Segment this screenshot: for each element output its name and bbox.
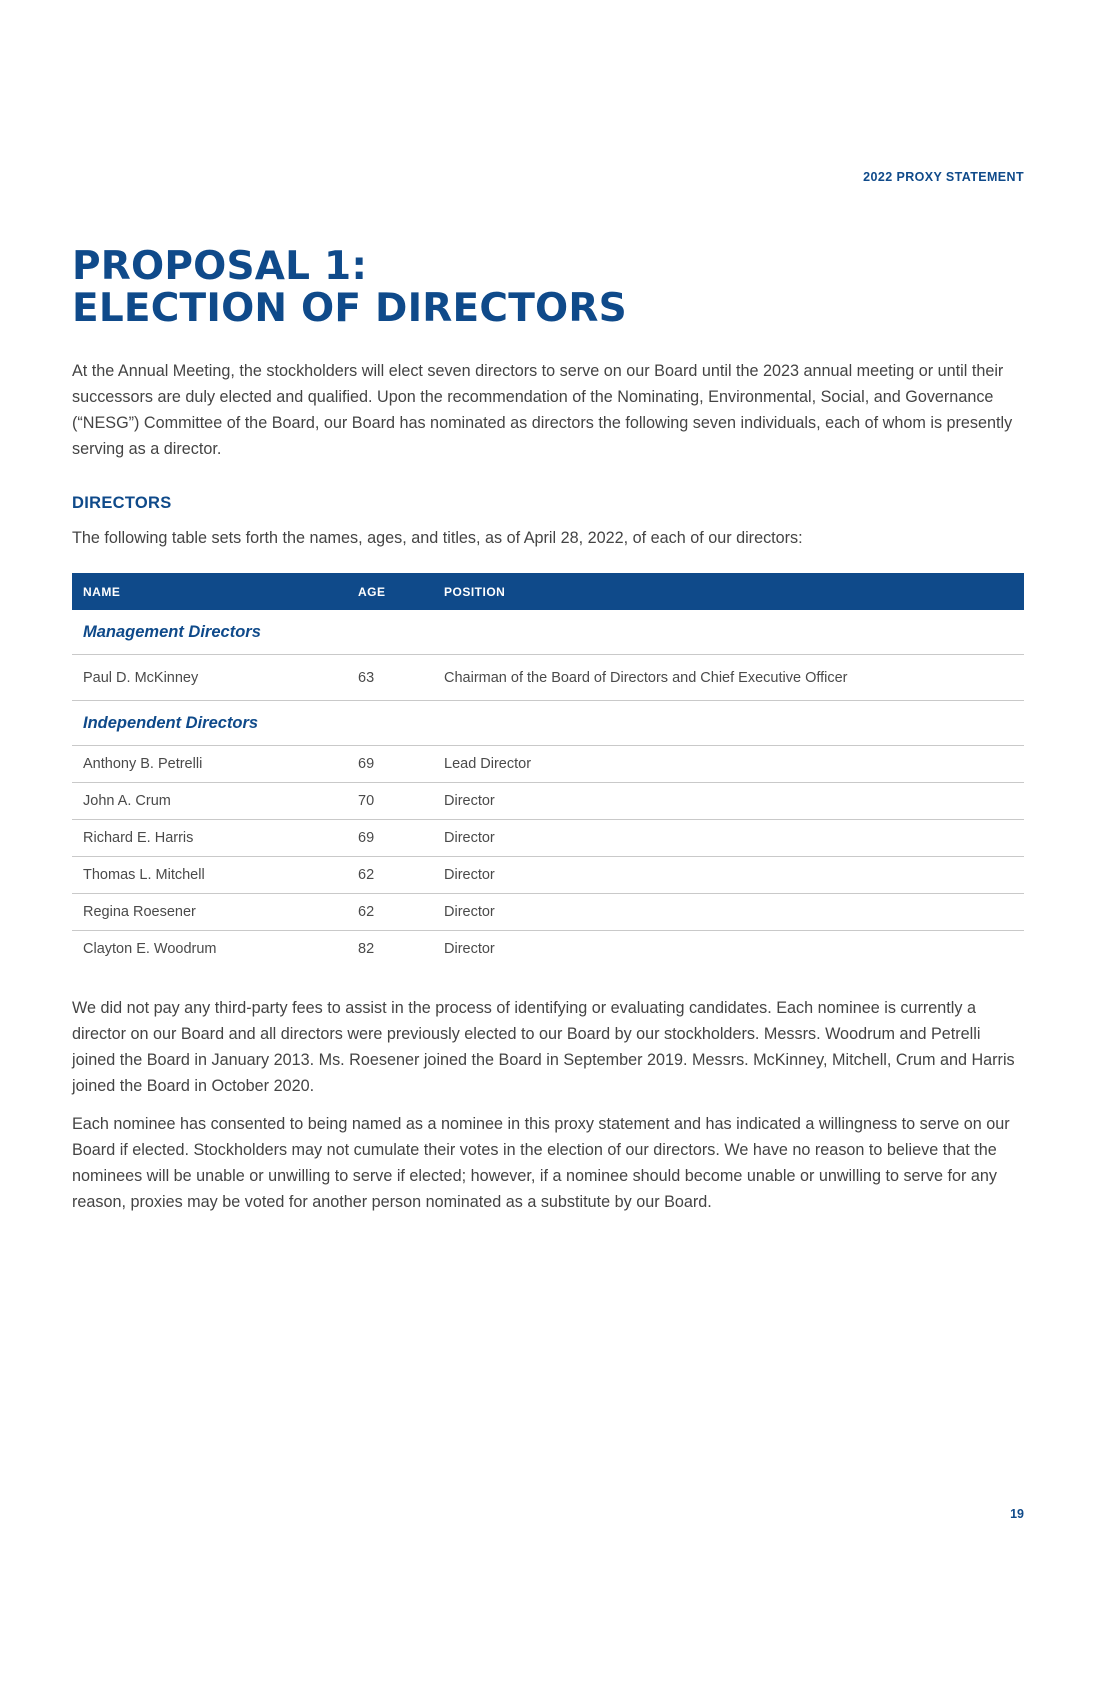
nominee-consent-paragraph: Each nominee has consented to being named as a nominee in this proxy statement and has indicated a willingness to serve on our Board if elected. Stockholders may not cumulate their votes in the election of our directors. We have no reason to believe that the nominees will be unable or unwilling to serve if elected; however, if a nominee should become unable or unwilling to serve for any reason, proxies may be voted for another person nominated as a substitute by our Board.	[72, 1115, 1010, 1211]
director-position: Director	[433, 820, 1024, 857]
table-row	[72, 857, 1024, 894]
intro-paragraph: At the Annual Meeting, the stockholders will elect seven directors to serve on our Board until the 2023 annual meeting or until their successors are duly elected and qualified. Upon the recommendation of the Nominating, Environmental, Social, and Governance (“NESG”) Committee of the Board, our Board has nominated as directors the following seven individuals, each of whom is presently serving as a director.	[72, 362, 1013, 458]
director-age: 69	[347, 820, 433, 857]
page-title-line-2: ELECTION OF DIRECTORS	[72, 286, 627, 331]
director-position: Director	[433, 857, 1024, 894]
director-age: 82	[358, 941, 375, 957]
table-row	[72, 820, 1024, 857]
page-title	[72, 246, 1024, 330]
group-row-management	[72, 610, 1024, 655]
director-age: 62	[347, 894, 433, 931]
page-number: 19	[1010, 1507, 1024, 1521]
column-header-age: AGE	[347, 573, 433, 610]
page-content	[72, 246, 1024, 1215]
director-name: Anthony B. Petrelli	[72, 746, 347, 783]
column-header-position: POSITION	[433, 573, 1024, 610]
table-row	[72, 931, 1024, 968]
director-name: John A. Crum	[72, 783, 347, 820]
candidate-process-paragraph: We did not pay any third-party fees to assist in the process of identifying or evaluating candidates. Each nominee is currently a director on our Board and all directors were previously elected to our Board by our stockholders. Messrs. Woodrum and Petrelli joined the Board in January 2013. Ms. Roesener joined the Board in September 2019. Messrs. McKinney, Mitchell, Crum and Harris joined the Board in October 2020.	[72, 999, 1015, 1095]
director-age: 69	[347, 746, 433, 783]
table-header-row	[72, 573, 1024, 610]
directors-heading: DIRECTORS	[72, 494, 172, 512]
director-position: Director	[433, 894, 1024, 931]
column-header-name: NAME	[72, 573, 347, 610]
director-name: Paul D. McKinney	[72, 655, 347, 701]
director-age: 62	[347, 857, 433, 894]
director-age: 63	[347, 655, 433, 701]
director-position: Chairman of the Board of Directors and Chief Executive Officer	[433, 655, 1024, 701]
director-name: Richard E. Harris	[72, 820, 347, 857]
directors-table-intro: The following table sets forth the names, ages, and titles, as of April 28, 2022, of each of our directors:	[72, 529, 803, 547]
director-name: Regina Roesener	[72, 894, 347, 931]
director-age: 70	[347, 783, 433, 820]
director-name: Thomas L. Mitchell	[72, 857, 347, 894]
director-position: Director	[444, 941, 495, 957]
group-row-independent	[72, 701, 1024, 746]
director-position: Lead Director	[433, 746, 1024, 783]
group-label-independent: Independent Directors	[72, 701, 1024, 746]
table-row	[72, 894, 1024, 931]
group-label-management: Management Directors	[72, 610, 1024, 655]
director-position: Director	[433, 783, 1024, 820]
table-row	[72, 783, 1024, 820]
directors-table	[72, 573, 1024, 967]
table-row	[72, 746, 1024, 783]
running-header: 2022 PROXY STATEMENT	[863, 170, 1024, 184]
table-row	[72, 655, 1024, 701]
director-name: Clayton E. Woodrum	[83, 941, 217, 957]
page-title-line-1: PROPOSAL 1:	[72, 244, 368, 289]
